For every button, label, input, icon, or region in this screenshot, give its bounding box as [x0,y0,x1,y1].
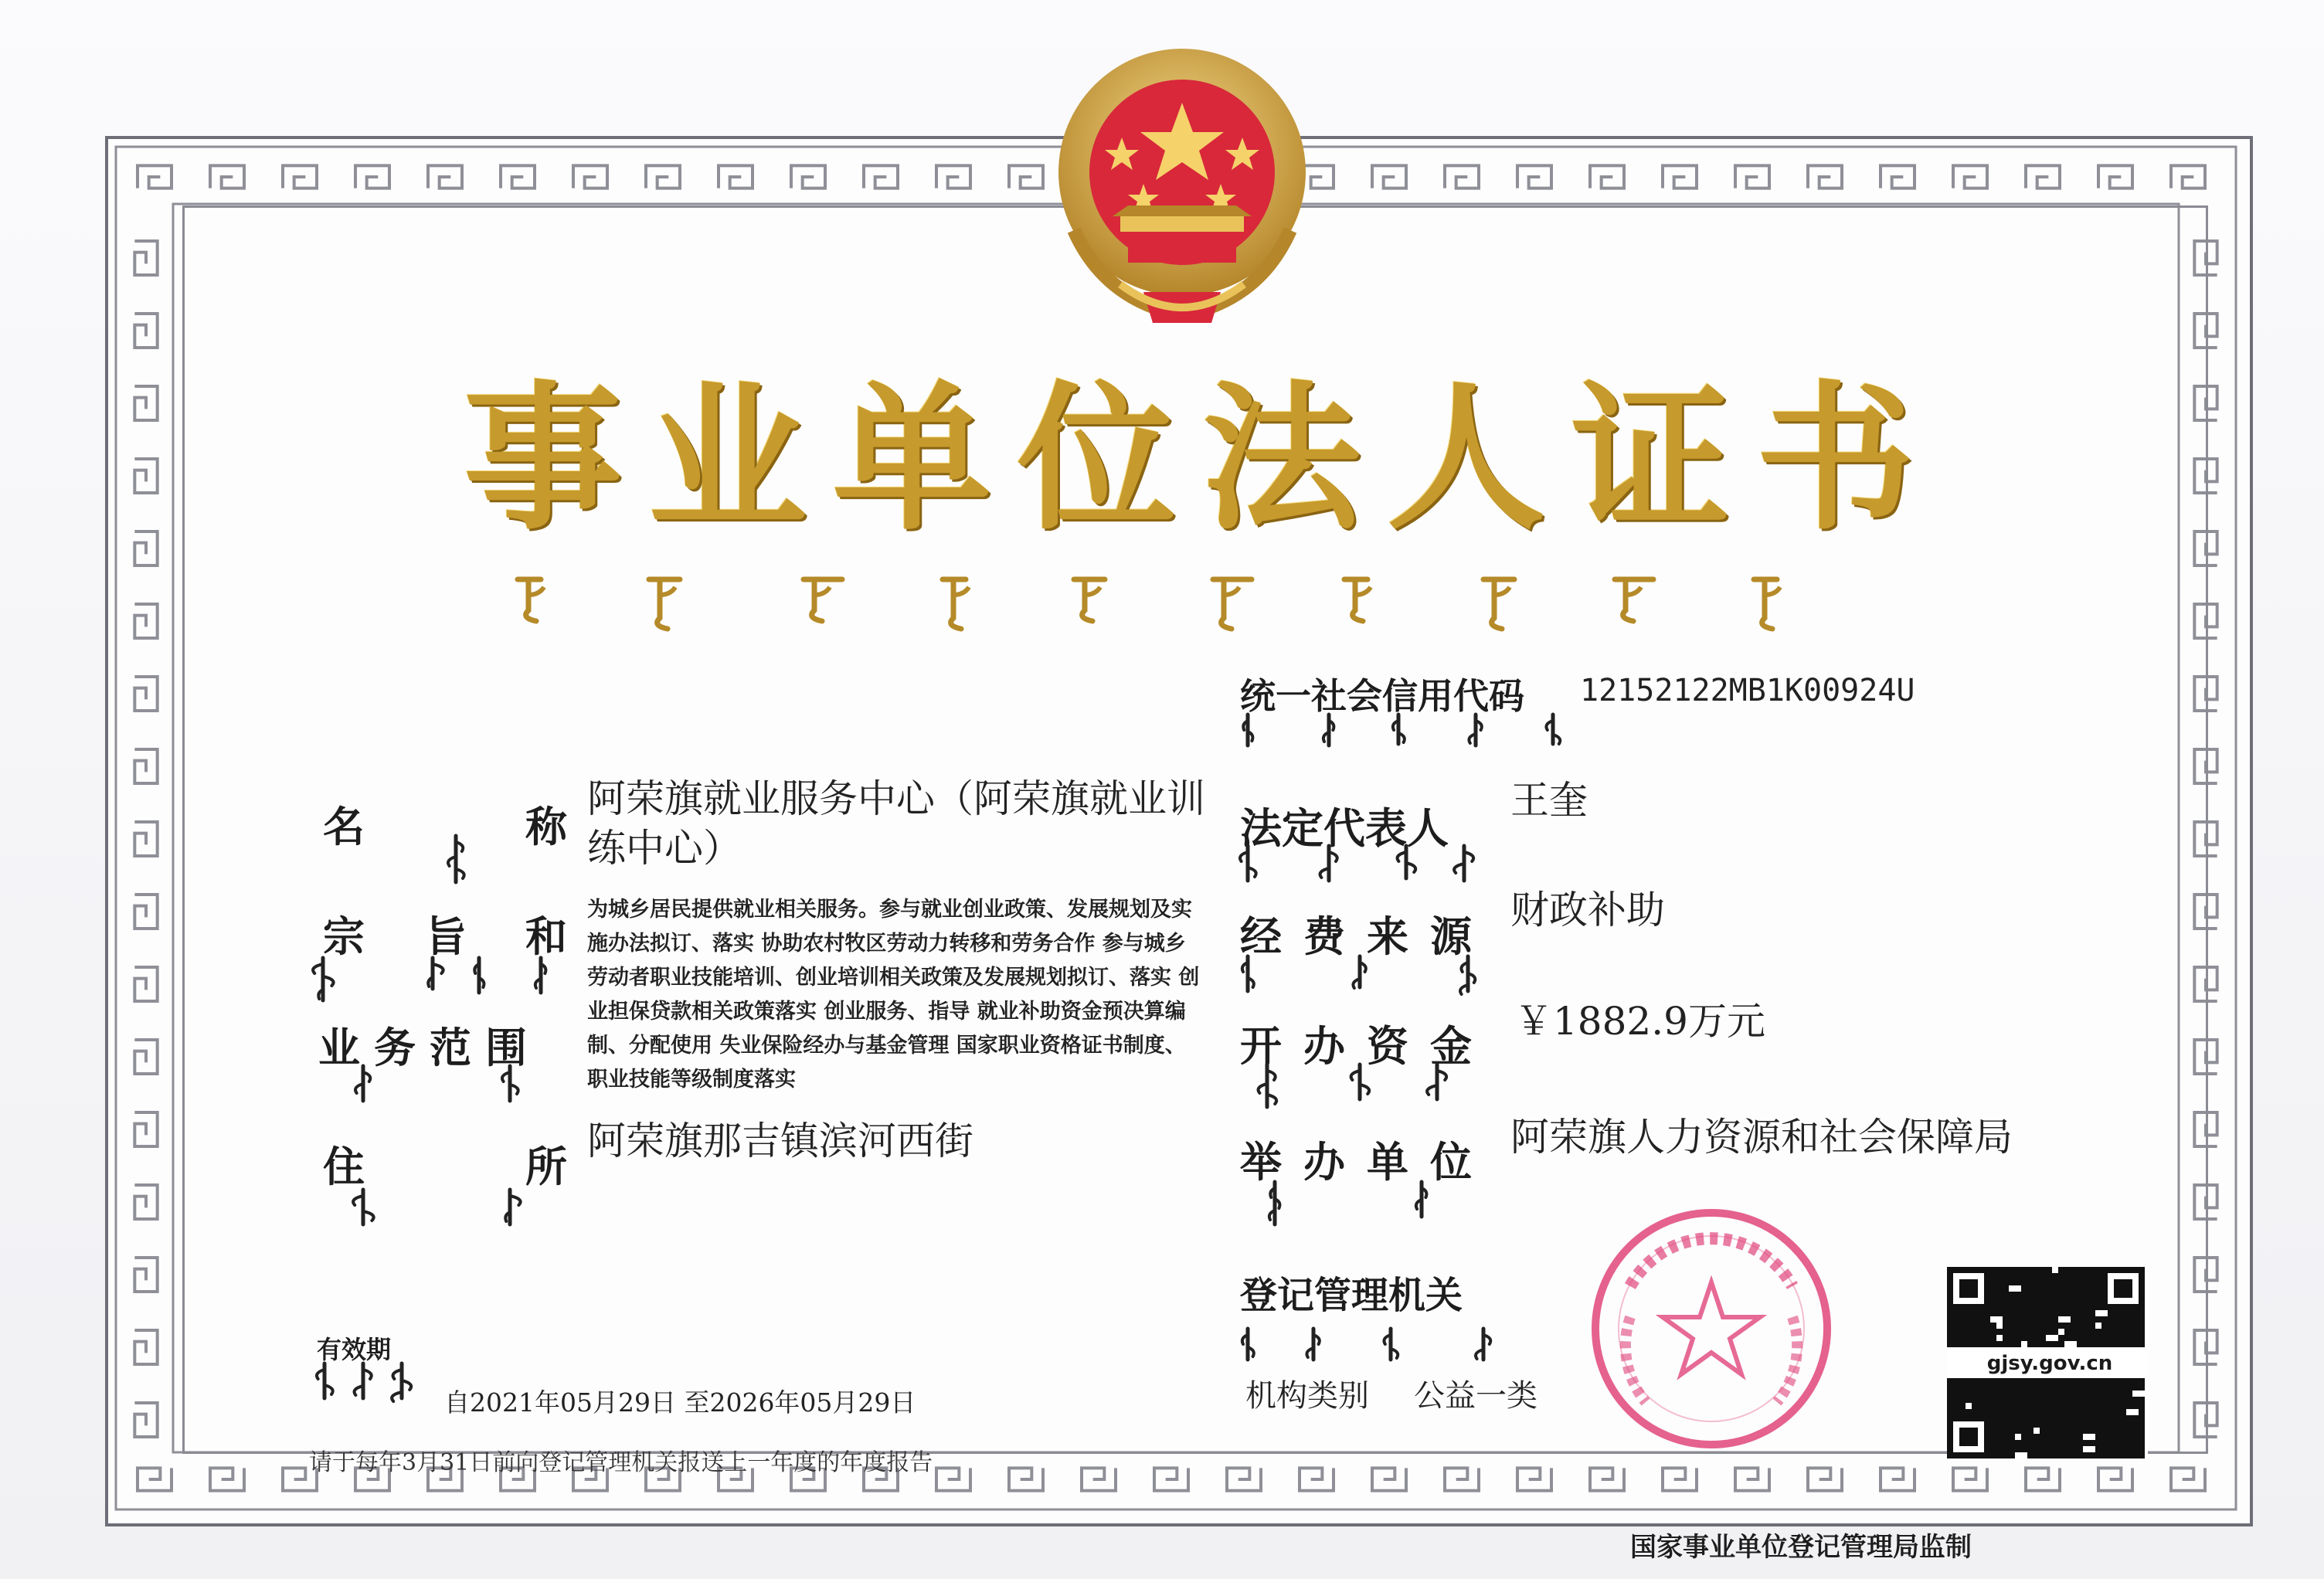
address-value: 阿荣旗那吉镇滨河西街 [587,1119,973,1163]
funding-value: 财政补助 [1510,888,1665,932]
category-value: 公益一类 [1414,1378,1537,1414]
qr-url-text: gjsy.gov.cn [1953,1352,2146,1375]
authority-label: 登记管理机关 [1240,1274,1463,1317]
legal-rep-label: 法定代表人 [1240,804,1449,853]
registration-seal-icon [1584,1201,1839,1456]
purpose-label-1: 宗 [323,912,365,961]
category-label: 机构类别 [1245,1378,1369,1414]
name-label-1: 名 [323,803,365,851]
name-label-2: 称 [525,803,567,851]
funding-label: 经费来源 [1240,912,1493,961]
credit-code-label: 统一社会信用代码 [1240,675,1524,717]
name-value: 阿荣旗就业服务中心（阿荣旗就业训练中心） [587,776,1205,871]
scope-label: 业务范围 [318,1024,541,1072]
validity-value: 自2021年05月29日 至2026年05月29日 [444,1387,916,1418]
capital-value: ￥1882.9万元 [1514,999,1765,1044]
certificate-title: 事业单位法人证书 [464,368,1941,552]
sponsor-label: 举办单位 [1240,1138,1493,1187]
purpose-label-2: 旨 [425,912,467,961]
validity-label: 有效期 [317,1335,392,1364]
address-label-2: 所 [525,1143,567,1191]
purpose-label-3: 和 [525,912,567,961]
annual-report-note: 请于每年3月31日前向登记管理机关报送上一年度的年度报告 [309,1449,933,1476]
sponsor-value: 阿荣旗人力资源和社会保障局 [1510,1115,2013,1160]
legal-rep-value: 王奎 [1510,778,1588,823]
supervisor-text: 国家事业单位登记管理局监制 [1630,1532,1972,1563]
purpose-value: 为城乡居民提供就业相关服务。参与就业创业政策、发展规划及实施办法拟订、落实 协助农村牧区劳动力转移和劳务合作 参与城乡劳动者职业技能培训、创业培训相关政策及发展规划拟订、落实 创业担保贷款相关政策落实 创业服务、指导 就业补助资金预决算编制、分配使用 失业保险经办与基金管理 国家职业资格证书制度、职业技能等级制度落实 [587,898,1200,1092]
capital-label: 开办资金 [1240,1022,1493,1071]
address-label-1: 住 [323,1143,365,1191]
credit-code-value: 12152122MB1K00924U [1580,673,1915,708]
